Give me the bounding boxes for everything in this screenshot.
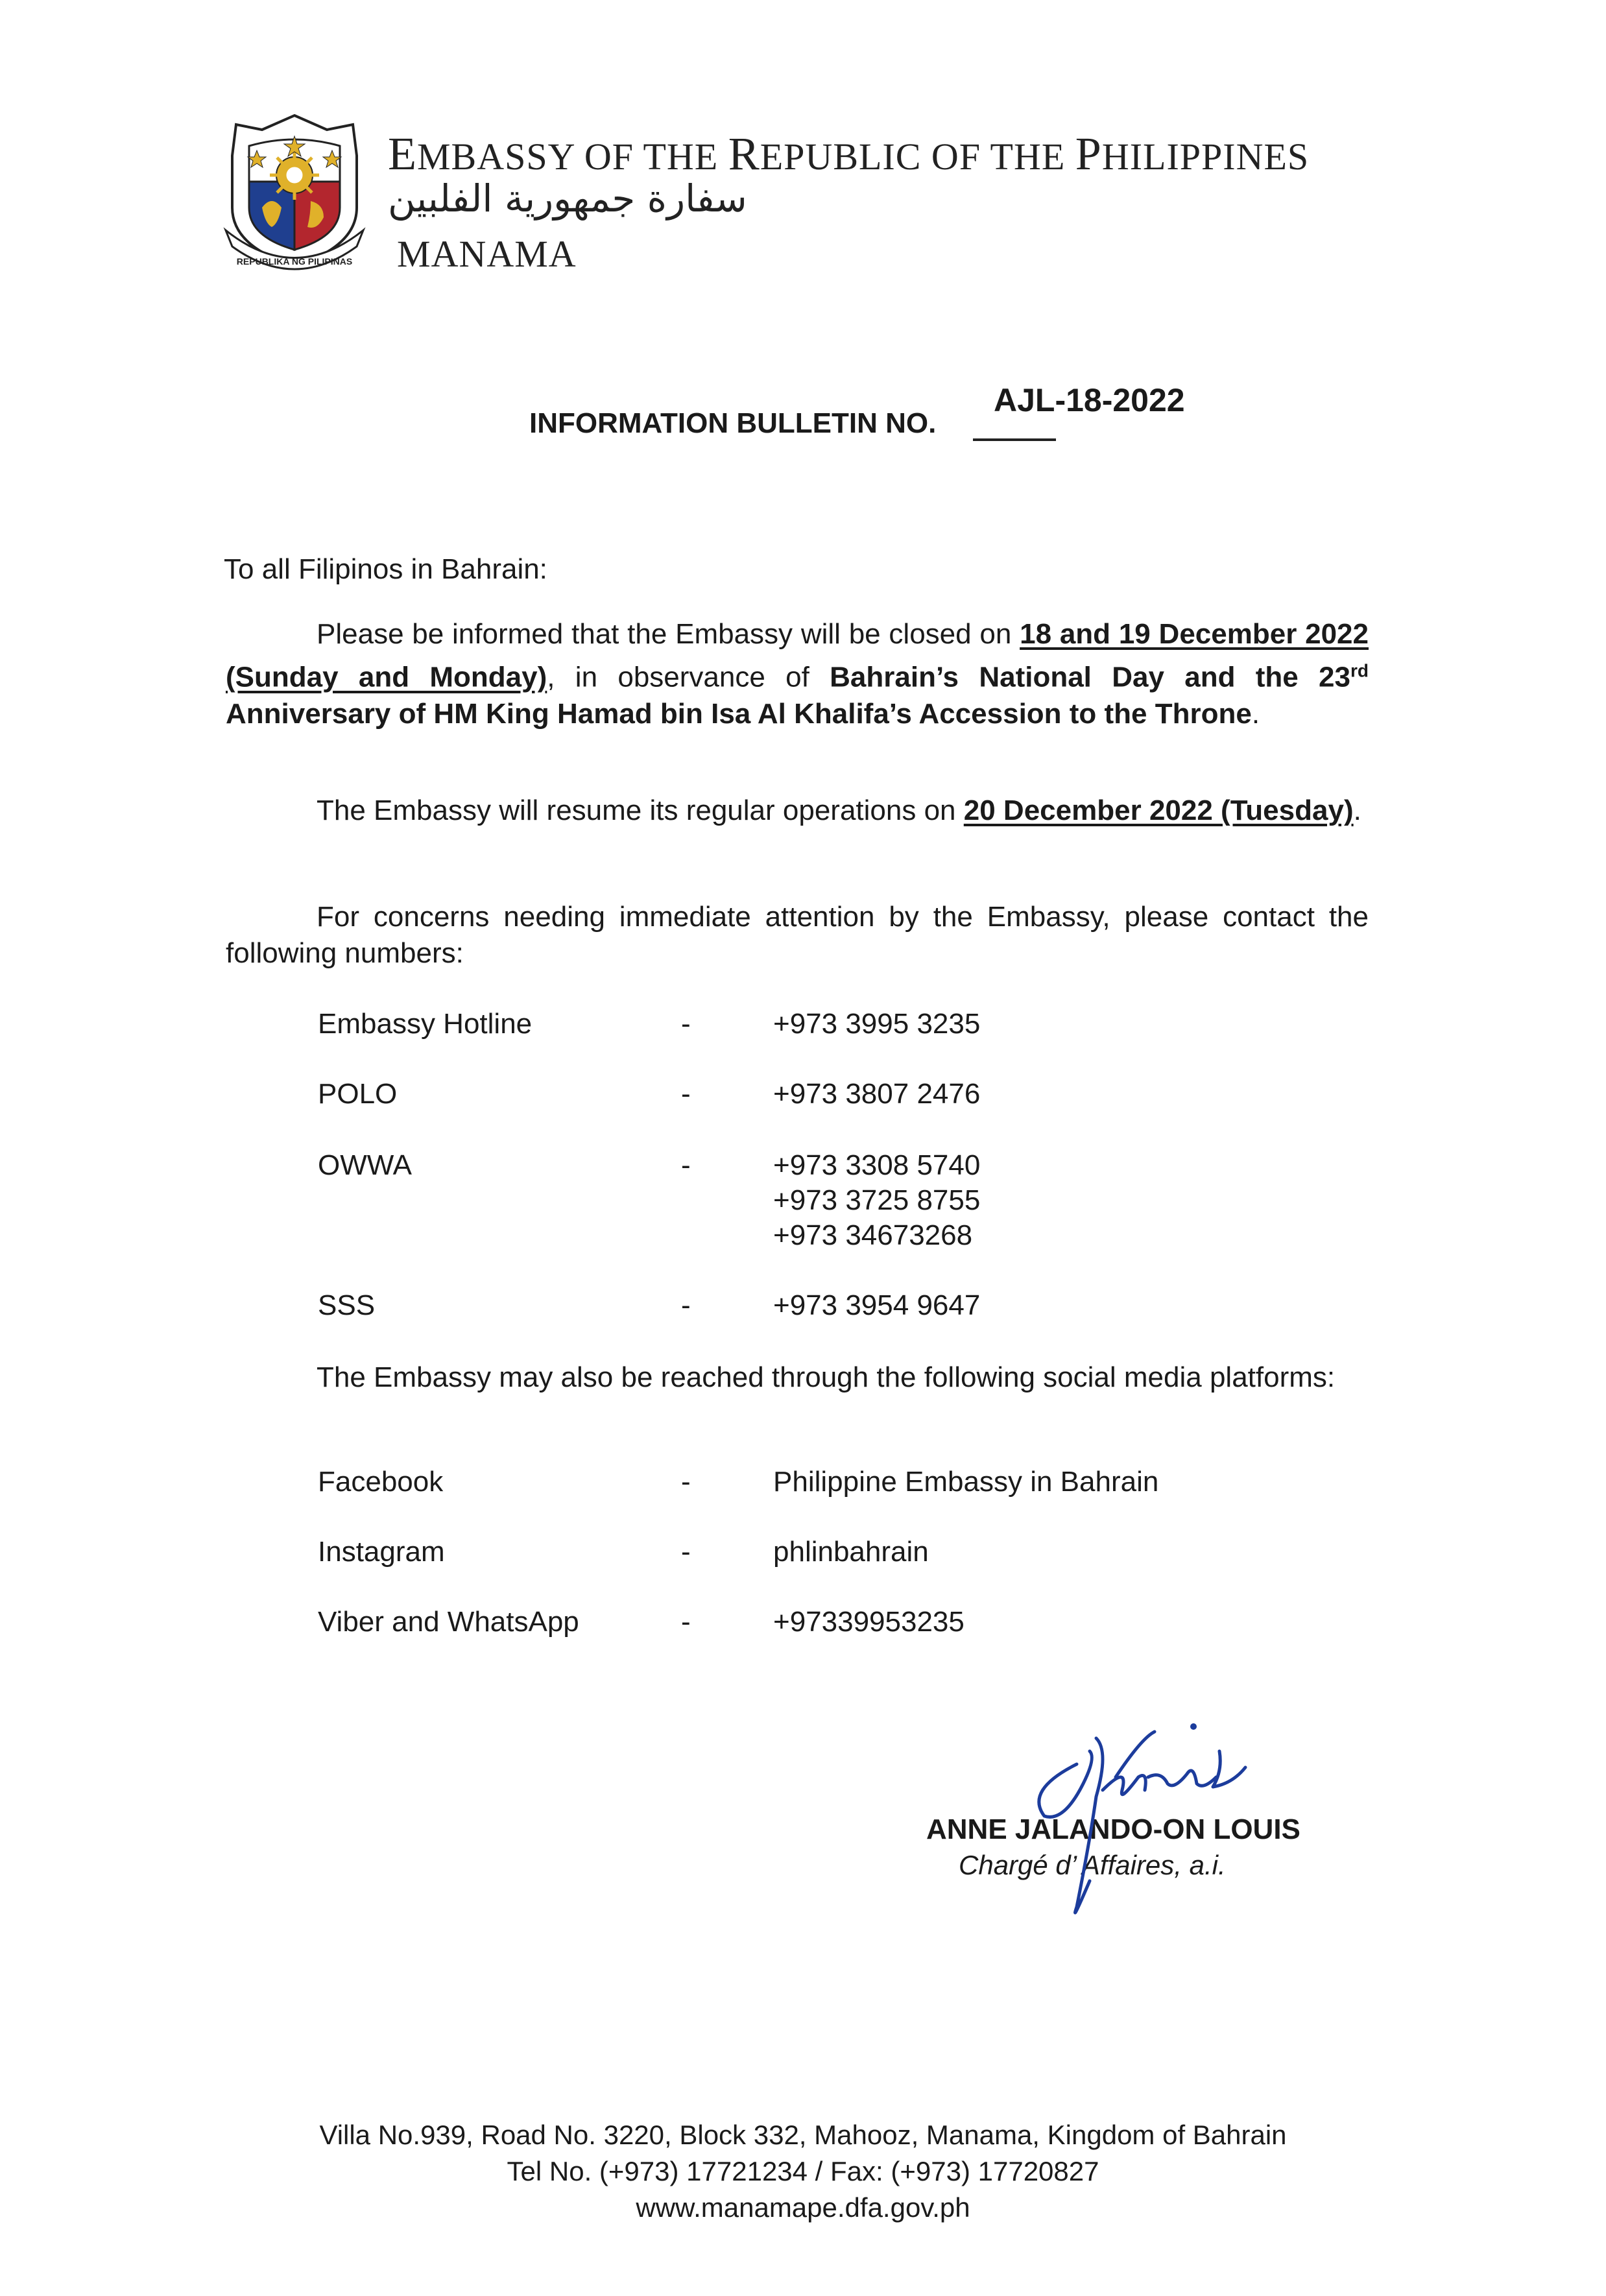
social-dash: - (681, 1606, 691, 1638)
closure-dates: 18 and 19 December 2022 (Sunday and Monday) (226, 618, 1369, 693)
contact-label: OWWA (318, 1149, 412, 1181)
contact-number: +973 3995 3235 (773, 1008, 981, 1040)
contact-dash: - (681, 1149, 691, 1181)
embassy-name-arabic: سفارة جمهورية الفلبين (388, 176, 747, 221)
footer-phone: Tel No. (+973) 17721234 / Fax: (+973) 17720827 (507, 2156, 1099, 2186)
heading-initial: P (1075, 128, 1102, 180)
social-intro-paragraph (226, 1359, 1369, 1396)
signatory-title: Chargé d’ Affaires, a.i. (959, 1850, 1226, 1880)
social-platform: Viber and WhatsApp (318, 1606, 579, 1638)
seal-motto: REPUBLIKA NG PILIPINAS (236, 256, 353, 267)
contact-label: SSS (318, 1289, 376, 1321)
para2-period: . (1353, 795, 1361, 826)
heading-rest: MBASSY OF THE (416, 136, 728, 178)
contact-number: +973 3725 8755 (773, 1184, 981, 1216)
ordinal-suffix: rd (1350, 660, 1369, 680)
heading-rest: EPUBLIC OF THE (760, 136, 1075, 178)
bulletin-label: INFORMATION BULLETIN NO. (529, 407, 937, 439)
contact-number: +973 3807 2476 (773, 1078, 981, 1110)
contact-label: Embassy Hotline (318, 1008, 533, 1040)
social-handle: Philippine Embassy in Bahrain (773, 1466, 1159, 1498)
embassy-name-heading (388, 127, 1309, 181)
social-platform: Facebook (318, 1466, 444, 1498)
closure-paragraph (226, 616, 1369, 732)
para1-text-2: , in observance of (547, 661, 830, 693)
contact-label: POLO (318, 1078, 398, 1110)
para1-text-1: Please be informed that the Embassy will be closed on (317, 618, 1020, 650)
handwritten-signature (999, 1712, 1284, 1926)
social-handle: +97339953235 (773, 1606, 965, 1638)
para3-text: For concerns needing immediate attention by the Embassy, please contact the following numbers: (226, 901, 1369, 969)
embassy-city: MANAMA (397, 233, 577, 275)
bulletin-number: AJL-18-2022 (994, 382, 1185, 418)
signatory-name: ANNE JALANDO-ON LOUIS (926, 1813, 1300, 1845)
para4-text: The Embassy may also be reached through the following social media platforms: (317, 1361, 1336, 1393)
contact-number: +973 3308 5740 (773, 1149, 981, 1181)
occasion-part-2: Anniversary of HM King Hamad bin Isa Al Khalifa’s Accession to the Throne (226, 697, 1252, 730)
heading-initial: E (388, 128, 417, 180)
para2-text-1: The Embassy will resume its regular operations on (317, 795, 964, 826)
resume-date: 20 December 2022 (Tuesday) (963, 795, 1354, 826)
occasion-part-1: Bahrain’s National Day and the 23 (830, 661, 1350, 693)
social-handle: phlinbahrain (773, 1536, 929, 1568)
footer-website[interactable]: www.manamape.dfa.gov.ph (636, 2192, 970, 2223)
contact-number: +973 3954 9647 (773, 1289, 981, 1321)
heading-initial: R (728, 128, 760, 180)
contact-number: +973 34673268 (773, 1219, 973, 1251)
contact-dash: - (681, 1289, 691, 1321)
resume-paragraph (226, 793, 1369, 829)
para1-period: . (1251, 697, 1260, 730)
heading-rest: HILIPPINES (1101, 136, 1310, 178)
contact-dash: - (681, 1078, 691, 1110)
salutation: To all Filipinos in Bahrain: (224, 553, 547, 585)
social-dash: - (681, 1536, 691, 1568)
contact-intro-paragraph (226, 899, 1369, 972)
social-platform: Instagram (318, 1536, 445, 1568)
contact-dash: - (681, 1008, 691, 1040)
bulletin-number-underline (973, 438, 1056, 441)
philippine-seal-emblem (222, 110, 367, 285)
social-dash: - (681, 1466, 691, 1498)
footer-address: Villa No.939, Road No. 3220, Block 332, Mahooz, Manama, Kingdom of Bahrain (319, 2120, 1287, 2150)
